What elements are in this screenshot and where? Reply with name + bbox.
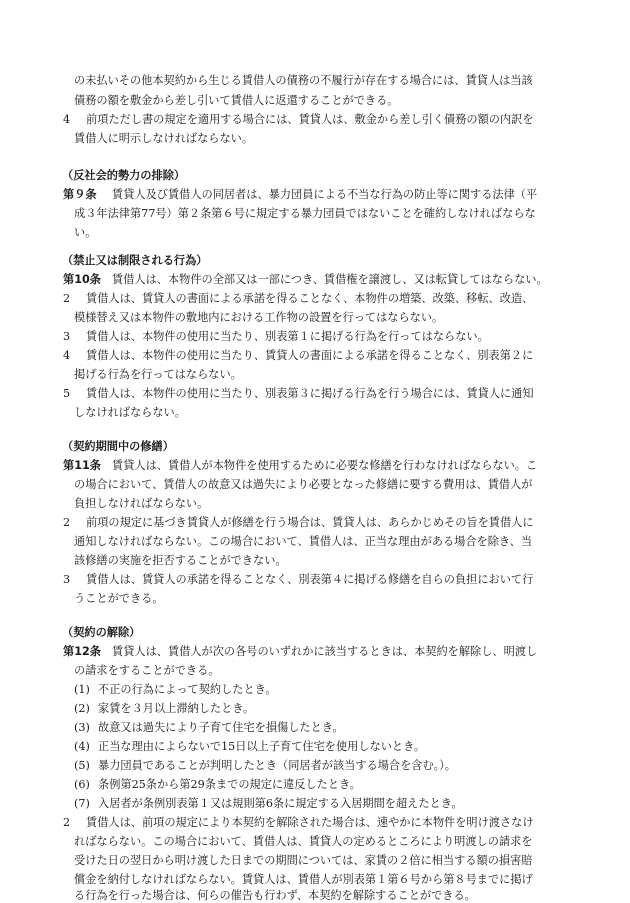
art11-para3-line2: うことができる。 [74, 592, 164, 605]
art12-item-number: (7) [74, 797, 90, 810]
art8-cont-line1: の未払いその他本契約から生じる賃借人の債務の不履行が存在する場合には、賃貸人は当該 [74, 74, 533, 87]
art8-para4-number: 4 [63, 113, 71, 126]
art12-number: 第12条 [63, 645, 101, 658]
art12-item-text: 正当な理由によらないで15日以上子育て住宅を使用しないとき。 [98, 740, 426, 753]
art8-para4-line1: 前項ただし書の規定を適用する場合には、賃貸人は、敷金から差し引く債務の額の内訳を [86, 113, 534, 126]
art11-heading: （契約期間中の修繕） [62, 440, 174, 453]
art10-para3-line1: 賃借人は、本物件の使用に当たり、別表第１に掲げる行為を行ってはならない。 [86, 330, 489, 343]
art12-item-number: (4) [74, 740, 90, 753]
art12-item-number: (1) [74, 683, 90, 696]
art10-para2-number: 2 [63, 292, 71, 305]
art12-line2: の請求をすることができる。 [74, 664, 220, 677]
art12-item-text: 故意又は過失により子育て住宅を損傷したとき。 [98, 721, 344, 734]
art11-para3-line1: 賃借人は、賃貸人の承諾を得ることなく、別表第４に掲げる修繕を自らの負担において行 [86, 573, 534, 586]
art11-para2-line3: 該修繕の実施を拒否することができない。 [74, 554, 287, 567]
art9-line1: 賃貸人及び賃借人の同居者は、暴力団員による不当な行為の防止等に関する法律（平 [112, 188, 538, 201]
art11-para2-line2: 通知しなければならない。この場合において、賃借人は、正当な理由がある場合を除き、当 [74, 535, 533, 548]
art9-line2: 成３年法律第77号）第２条第６号に規定する暴力団員ではないことを確約しなければならな [74, 207, 536, 220]
art11-number: 第11条 [63, 459, 101, 472]
art11-para2-number: 2 [63, 516, 71, 529]
art10-para5-line1: 賃借人は、本物件の使用に当たり、別表第３に掲げる行為を行う場合には、賃貸人に通知 [86, 387, 534, 400]
art10-para4-number: 4 [63, 349, 71, 362]
art12-para2-line2: ればならない。この場合において、賃借人は、賃貸人の定めるところにより明渡しの請求を [74, 835, 533, 848]
art11-line2: の場合において、賃借人の故意又は過失により必要となった修繕に要する費用は、賃借人が [74, 478, 533, 491]
art12-para2-line5: る行為を行った場合は、何らの催告も行わず、本契約を解除することができる。 [74, 889, 476, 902]
art12-para2-line1: 賃借人は、前項の規定により本契約を解除された場合は、速やかに本物件を明け渡さなけ [86, 816, 534, 829]
art12-item-text: 家賃を３月以上滞納したとき。 [98, 702, 255, 715]
art8-para4-line2: 賃借人に明示しなければならない。 [74, 132, 254, 145]
art12-para2-line3: 受けた日の翌日から明け渡した日までの期間については、家賃の２倍に相当する額の損害賠 [74, 854, 533, 867]
art10-para4-line1: 賃借人は、本物件の使用に当たり、賃貸人の書面による承諾を得ることなく、別表第２に [86, 349, 534, 362]
art12-item-number: (6) [74, 778, 90, 791]
art10-line1: 賃借人は、本物件の全部又は一部につき、賃借権を譲渡し、又は転貸してはならない。 [112, 273, 548, 286]
art10-para2-line2: 模様替え又は本物件の敷地内における工作物の設置を行ってはならない。 [74, 311, 444, 324]
art9-line3: い。 [74, 226, 97, 239]
art10-para5-line2: しなければならない。 [74, 406, 186, 419]
art11-line3: 負担しなければならない。 [74, 497, 209, 510]
art12-item-number: (2) [74, 702, 90, 715]
art11-para2-line1: 前項の規定に基づき賃貸人が修繕を行う場合は、賃貸人は、あらかじめその旨を賃借人に [86, 516, 534, 529]
art12-para2-number: 2 [63, 816, 71, 829]
art10-para3-number: 3 [63, 330, 71, 343]
art11-para3-number: 3 [63, 573, 71, 586]
art10-para5-number: 5 [63, 387, 71, 400]
art12-item-text: 不正の行為によって契約したとき。 [98, 683, 277, 696]
art10-para2-line1: 賃借人は、賃貸人の書面による承諾を得ることなく、本物件の増築、改築、移転、改造、 [86, 292, 534, 305]
art12-para2-line4: 償金を納付しなければならない。賃貸人は、賃借人が別表第１第６号から第８号までに掲げ [74, 873, 533, 886]
art9-number: 第９条 [63, 188, 97, 201]
art9-heading: （反社会的勢力の排除） [62, 169, 186, 182]
art12-item-text: 暴力団員であることが判明したとき（同居者が該当する場合を含む。）。 [98, 759, 456, 772]
art11-line1: 賃貸人は、賃借人が本物件を使用するために必要な修繕を行わなければならない。こ [112, 459, 538, 472]
art12-heading: （契約の解除） [62, 626, 141, 639]
art12-item-text: 条例第25条から第29条までの規定に違反したとき。 [98, 778, 361, 791]
art10-heading: （禁止又は制限される行為） [62, 254, 208, 267]
art12-item-number: (5) [74, 759, 90, 772]
art12-line1: 賃貸人は、賃借人が次の各号のいずれかに該当するときは、本契約を解除し、明渡し [112, 645, 538, 658]
art12-item-number: (3) [74, 721, 90, 734]
art8-cont-line2: 債務の額を敷金から差し引いて賃借人に返還することができる。 [74, 94, 399, 107]
art10-number: 第10条 [63, 273, 101, 286]
art12-item-text: 入居者が条例別表第１又は規則第6条に規定する入居期間を超えたとき。 [98, 797, 463, 810]
art10-para4-line2: 掲げる行為を行ってはならない。 [74, 368, 242, 381]
